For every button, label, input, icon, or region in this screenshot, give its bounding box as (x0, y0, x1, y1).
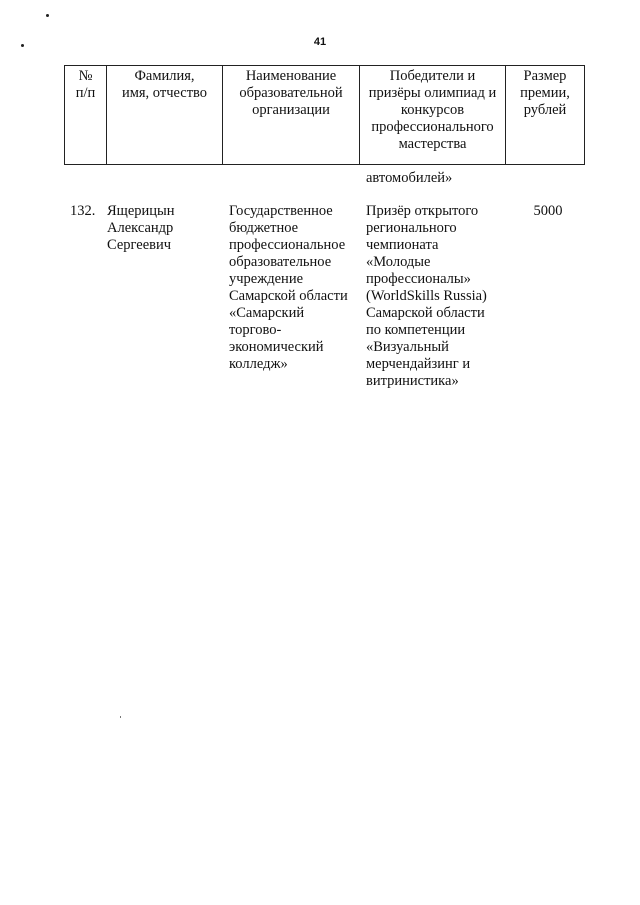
row-winner-description: Призёр открытого регионального чемпионата «Молодые профессионалы» (WorldSkills Russia) Самарской области по компетенции «Визуальный мерчендайзинг и витринистика» (366, 203, 487, 389)
header-full-name: Фамилия, имя, отчество (107, 66, 223, 165)
header-organization: Наименование образовательной организации (223, 66, 360, 165)
table-header (64, 65, 585, 165)
row-organization: Государственное бюджетное профессиональное образовательное учреждение Самарской области «Самарский торгово- экономический колледж» (229, 203, 348, 372)
header-prize: Размер премии, рублей (506, 66, 585, 165)
page-number: 41 (313, 36, 327, 48)
row-full-name: Ящерицын Александр Сергеевич (107, 203, 175, 253)
continuation-text: автомобилей» (366, 170, 453, 186)
header-number: № п/п (65, 66, 107, 165)
row-prize-amount: 5000 (533, 203, 563, 219)
row-number: 132. (70, 203, 96, 219)
header-winners: Победители и призёры олимпиад и конкурсов профессионального мастерства (360, 66, 506, 165)
scan-speck-top (46, 14, 49, 17)
scan-mark (120, 716, 121, 718)
